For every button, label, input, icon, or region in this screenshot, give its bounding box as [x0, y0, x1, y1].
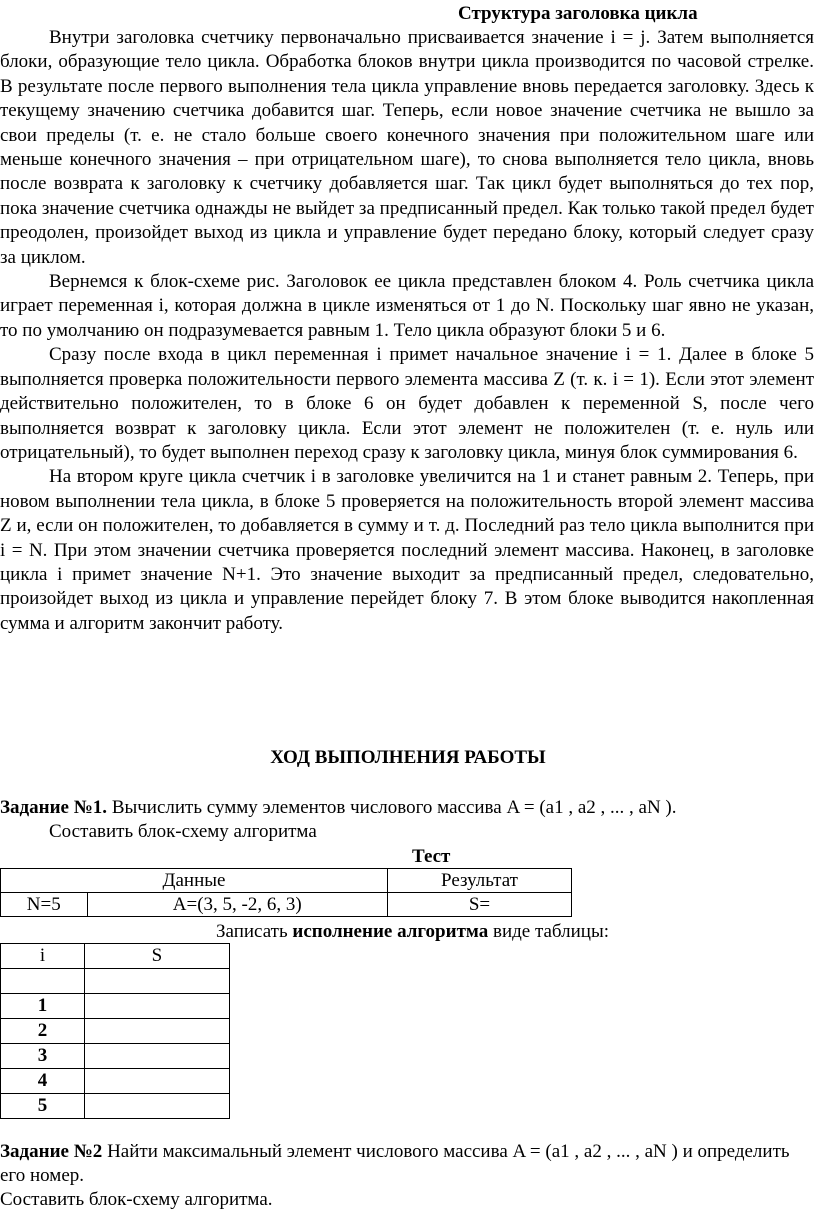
test-cell-sum: S= — [387, 893, 571, 917]
paragraph-4: На втором круге цикла счетчик i в заголовке увеличится на 1 и станет равным 2. Теперь, при новом выполнении тела цикла, в блоке 5 проверяется на положительность второй элемент массива Z и, если он положителен, то добавляется в сумму и т. д. Последний раз тело цикла выполнится при i = N. При этом значении счетчика проверяется последний элемент массива. Наконец, в заголовке цикла i примет значение N+1. Это значение выходит за предписанный предел, следовательно, произойдет выход из цикла и управление перейдет блоку 7. В этом блоке выводится накопленная сумма и алгоритм закончит работу. — [0, 466, 814, 634]
table-row — [1, 1019, 230, 1044]
table-row — [1, 994, 230, 1019]
task-1-text: Вычислить сумму элементов числового массива A = (a1 , a2 , ... , aN ). — [107, 797, 677, 818]
test-header-data: Данные — [1, 869, 388, 893]
record-prefix: Записать — [216, 921, 293, 942]
task-2-text: Найти максимальный элемент числового массива A = (a1 , a2 , ... , aN ) и определить его номер. — [0, 1141, 790, 1186]
work-heading: ХОД ВЫПОЛНЕНИЯ РАБОТЫ — [270, 747, 546, 768]
exec-cell-s — [84, 969, 229, 994]
execution-table — [0, 943, 230, 1119]
test-label: Тест — [412, 846, 451, 867]
test-header-result: Результат — [387, 869, 571, 893]
theory-text — [0, 26, 814, 636]
test-table-row — [1, 893, 572, 917]
exec-cell-i: 4 — [1, 1069, 85, 1094]
record-bold: исполнение алгоритма — [292, 921, 489, 942]
table-row — [1, 1094, 230, 1119]
execution-header — [1, 944, 230, 969]
task-1 — [0, 796, 677, 820]
record-instruction — [216, 920, 609, 944]
task-1-instruction: Составить блок-схему алгоритма — [49, 821, 317, 842]
table-row — [1, 1044, 230, 1069]
table-row — [1, 969, 230, 994]
exec-cell-i: 1 — [1, 994, 85, 1019]
exec-cell-i — [1, 969, 85, 994]
exec-header-i: i — [1, 944, 85, 969]
table-row — [1, 1069, 230, 1094]
exec-cell-s — [84, 1019, 229, 1044]
paragraph-1: Внутри заголовка счетчику первоначально присваивается значение i = j. Затем выполняется блоки, образующие тело цикла. Обработка блоков внутри цикла производится по часовой стрелке. В результате после первого выполнения тела цикла управление вновь передается заголовку. Здесь к текущему значению счетчика добавится шаг. Теперь, если новое значение счетчика не вышло за свои пределы (т. е. не стало больше своего конечного значения при положительном шаге или меньше конечного значения – при отрицательном шаге), то снова выполняется тело цикла, вновь после возврата к заголовку к счетчику добавляется шаг. Так цикл будет выполняться до тех пор, пока значение счетчика однажды не выйдет за предписанный предел. Как только такой предел будет преодолен, произойдет выход из цикла и управление будет передано блоку, который следует сразу за циклом. — [0, 27, 814, 268]
test-cell-n: N=5 — [1, 893, 88, 917]
exec-cell-s — [84, 1044, 229, 1069]
exec-cell-i: 3 — [1, 1044, 85, 1069]
task-2 — [0, 1140, 800, 1212]
test-table-header — [1, 869, 572, 893]
exec-cell-s — [84, 994, 229, 1019]
test-table — [0, 868, 572, 917]
exec-header-s: S — [84, 944, 229, 969]
exec-cell-i: 2 — [1, 1019, 85, 1044]
exec-cell-s — [84, 1094, 229, 1119]
paragraph-2: Вернемся к блок-схеме рис. Заголовок ее цикла представлен блоком 4. Роль счетчика цикла играет переменная i, которая должна в цикле изменяться от 1 до N. Поскольку шаг явно не указан, то по умолчанию он подразумевается равным 1. Тело цикла образуют блоки 5 и 6. — [0, 271, 814, 341]
record-suffix: виде таблицы: — [488, 921, 609, 942]
exec-cell-i: 5 — [1, 1094, 85, 1119]
section-title: Структура заголовка цикла — [458, 3, 698, 24]
task-2-label: Задание №2 — [0, 1141, 103, 1162]
paragraph-3: Сразу после входа в цикл переменная i примет начальное значение i = 1. Далее в блоке 5 выполняется проверка положительности первого элемента массива Z (т. к. i = 1). Если этот элемент действительно положителен, то в блоке 6 он будет добавлен к переменной S, после чего выполняется возврат к заголовку цикла. Если этот элемент не положителен (т. е. нуль или отрицательный), то будет выполнен переход сразу к заголовку цикла, минуя блок суммирования 6. — [0, 344, 814, 463]
exec-cell-s — [84, 1069, 229, 1094]
test-cell-array: A=(3, 5, -2, 6, 3) — [87, 893, 387, 917]
task-1-label: Задание №1. — [0, 797, 108, 818]
task-2-instruction: Составить блок-схему алгоритма. — [0, 1189, 273, 1210]
